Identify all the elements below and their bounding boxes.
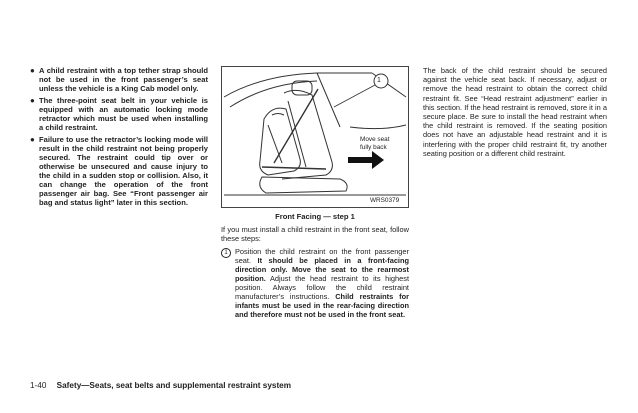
step-item [221, 247, 409, 319]
figure-label-line1: Move seat [360, 136, 390, 143]
step-text: Position the child restraint on the front passenger seat. [235, 247, 409, 266]
figure-label-line2: fully back [360, 144, 387, 151]
child-restraint-illustration [221, 66, 409, 208]
page-footer [30, 381, 291, 390]
bullet-dot: ● [30, 134, 35, 144]
intro-text: If you must install a child restraint in the front seat, follow these steps: [221, 225, 409, 244]
section-title: Safety—Seats, seat belts and supplemental restraint system [56, 381, 292, 390]
bullet-dot: ● [30, 95, 35, 105]
instructions-column [221, 66, 409, 319]
bullet-dot: ● [30, 66, 35, 75]
warning-text: A child restraint with a top tether strap should not be used in the front passenger’s seat unless the vehicle is a King Cab model only. [39, 66, 208, 94]
warning-text: Failure to use the retractor’s locking mode will result in the child restraint not being properly secured. The restraint could tip over or otherwise be unsecured and cause injury to the child in a sudden stop or collision. Also, it can change the operation of the front passenger air bag. See “Front passenger air bag and status light” later in this section. [39, 134, 208, 208]
warning-bullet [30, 96, 208, 132]
figure-caption: Front Facing — step 1 [275, 212, 355, 221]
step-text: Adjust the head restraint to its highest position. Always follow the child restraint manufacturer’s instructions. [235, 274, 409, 302]
step-number: 1 [221, 247, 235, 319]
page-number: 1-40 [30, 381, 47, 390]
figure-code: WRS0379 [370, 197, 400, 204]
warning-bullet [30, 66, 208, 93]
step-bold-text: It should be placed in a front-facing direction only. Move the seat to the rearmost position. [235, 256, 410, 284]
right-column-paragraph: The back of the child restraint should be secured against the vehicle seat back. If necessary, adjust or remove the head restraint to obtain the correct child restraint fit. See “Head restraint adjustment” earlier in this section. If the head restraint is removed, store it in a secure place. Be sure to install the head restraint when the child restraint is removed. If the seating position does not have an adjustable head restraint and it is interfering with the proper child restraint fit, try another seating position or a different child restraint. [423, 66, 607, 158]
step-bold-text: Child restraints for infants must be used in the rear-facing direction and therefore must not be used in the front seat. [235, 292, 409, 320]
callout-number: 1 [377, 77, 381, 84]
warning-bullet-list [30, 66, 208, 210]
warning-text: The three-point seat belt in your vehicle is equipped with an automatic locking mode retractor which must be used when installing a child restraint. [39, 95, 208, 133]
warning-bullet [30, 135, 208, 208]
step-body [235, 247, 409, 319]
